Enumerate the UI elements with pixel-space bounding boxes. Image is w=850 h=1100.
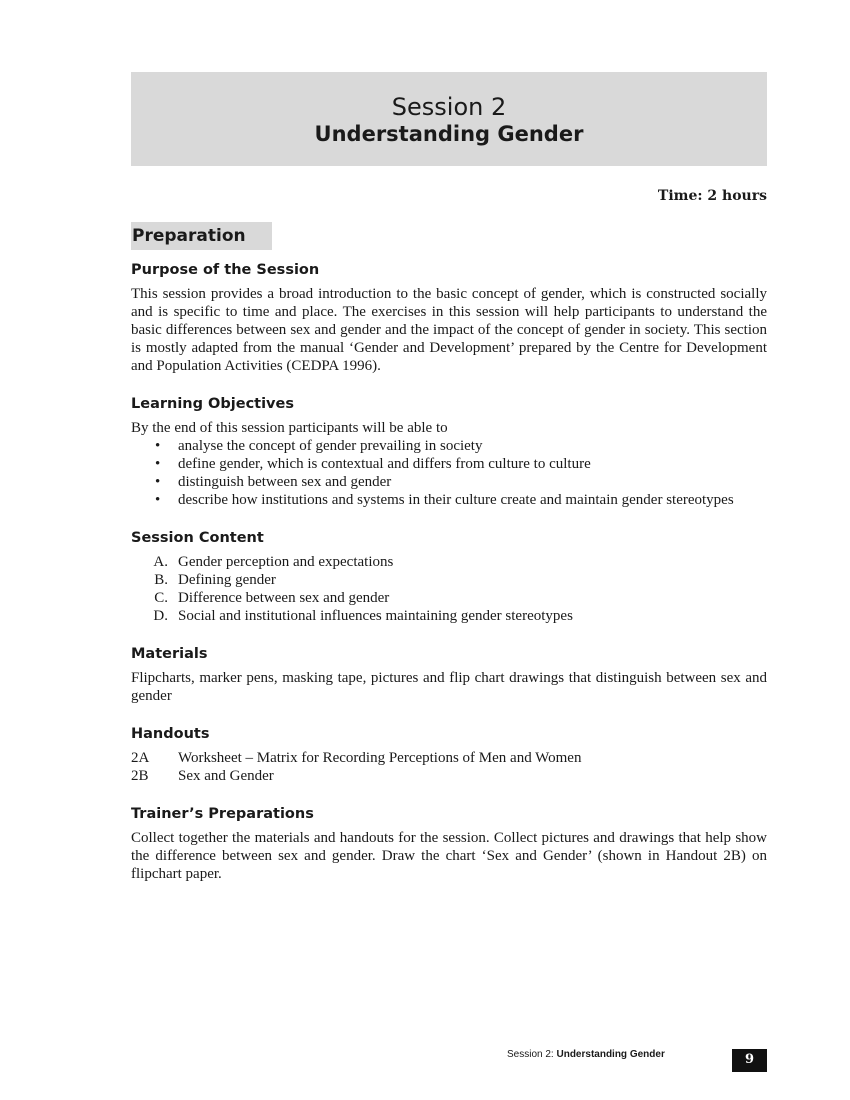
content-section — [131, 529, 767, 625]
purpose-section — [131, 261, 767, 375]
handouts-heading: Handouts — [131, 726, 210, 742]
objectives-intro: By the end of this session participants will be able to — [131, 420, 448, 436]
list-item — [131, 473, 767, 491]
bullet-icon: • — [155, 492, 161, 508]
objective-text: describe how institutions and systems in their culture create and maintain gender stereotypes — [178, 492, 734, 508]
handouts-section — [131, 725, 767, 785]
purpose-text: This session provides a broad introduction to the basic concept of gender, which is constructed socially and is specific to time and place. The exercises in this session will help participants to understand the basic differences between sex and gender and the impact of the concept of gender in society. This section is mostly adapted from the manual ‘Gender and Development’ prepared by the Centre for Development and Population Activities (CEDPA 1996). — [131, 286, 767, 374]
session-title-banner — [131, 72, 767, 166]
objectives-list — [131, 437, 767, 509]
footer-prefix: Session 2: — [507, 1049, 557, 1060]
list-text: Difference between sex and gender — [178, 590, 390, 606]
list-item — [131, 455, 767, 473]
trainer-section — [131, 805, 767, 883]
list-item — [131, 553, 767, 571]
objective-text: distinguish between sex and gender — [178, 474, 392, 490]
list-item — [131, 589, 767, 607]
session-title: Understanding Gender — [314, 122, 584, 146]
list-text: Defining gender — [178, 572, 276, 588]
materials-heading: Materials — [131, 646, 208, 662]
list-text: Social and institutional influences maintaining gender stereotypes — [178, 608, 573, 624]
handout-text: Worksheet – Matrix for Recording Perceptions of Men and Women — [178, 750, 582, 766]
materials-text: Flipcharts, marker pens, masking tape, pictures and flip chart drawings that distinguish between sex and gender — [131, 670, 767, 704]
content-heading: Session Content — [131, 530, 264, 546]
list-item — [131, 491, 767, 509]
list-item — [131, 571, 767, 589]
footer-title: Understanding Gender — [556, 1049, 665, 1060]
list-text: Gender perception and expectations — [178, 554, 394, 570]
trainer-text: Collect together the materials and handouts for the session. Collect pictures and drawings that help show the difference between sex and gender. Draw the chart ‘Sex and Gender’ (shown in Handout 2B) on flipchart paper. — [131, 830, 767, 882]
list-key: A. — [153, 554, 168, 570]
bullet-icon: • — [155, 438, 161, 454]
content-list — [131, 553, 767, 625]
handout-key: 2A — [131, 750, 150, 766]
list-key: C. — [154, 590, 168, 606]
objectives-heading: Learning Objectives — [131, 396, 294, 412]
bullet-icon: • — [155, 474, 161, 490]
objective-text: analyse the concept of gender prevailing in society — [178, 438, 483, 454]
purpose-heading: Purpose of the Session — [131, 262, 320, 278]
list-item — [131, 767, 767, 785]
materials-section — [131, 645, 767, 705]
trainer-heading: Trainer’s Preparations — [131, 806, 314, 822]
list-item — [131, 607, 767, 625]
page-number: 9 — [732, 1049, 767, 1072]
list-item — [131, 437, 767, 455]
handouts-list — [131, 749, 767, 785]
session-label: Session 2 — [391, 93, 507, 121]
list-key: B. — [154, 572, 168, 588]
preparation-heading: Preparation — [131, 222, 272, 250]
objectives-section — [131, 395, 767, 509]
page-footer — [507, 1049, 665, 1061]
bullet-icon: • — [155, 456, 161, 472]
handout-key: 2B — [131, 768, 149, 784]
page-content — [131, 72, 767, 883]
objective-text: define gender, which is contextual and differs from culture to culture — [178, 456, 591, 472]
list-item — [131, 749, 767, 767]
session-time: Time: 2 hours — [657, 188, 767, 204]
handout-text: Sex and Gender — [178, 768, 274, 784]
list-key: D. — [153, 608, 168, 624]
